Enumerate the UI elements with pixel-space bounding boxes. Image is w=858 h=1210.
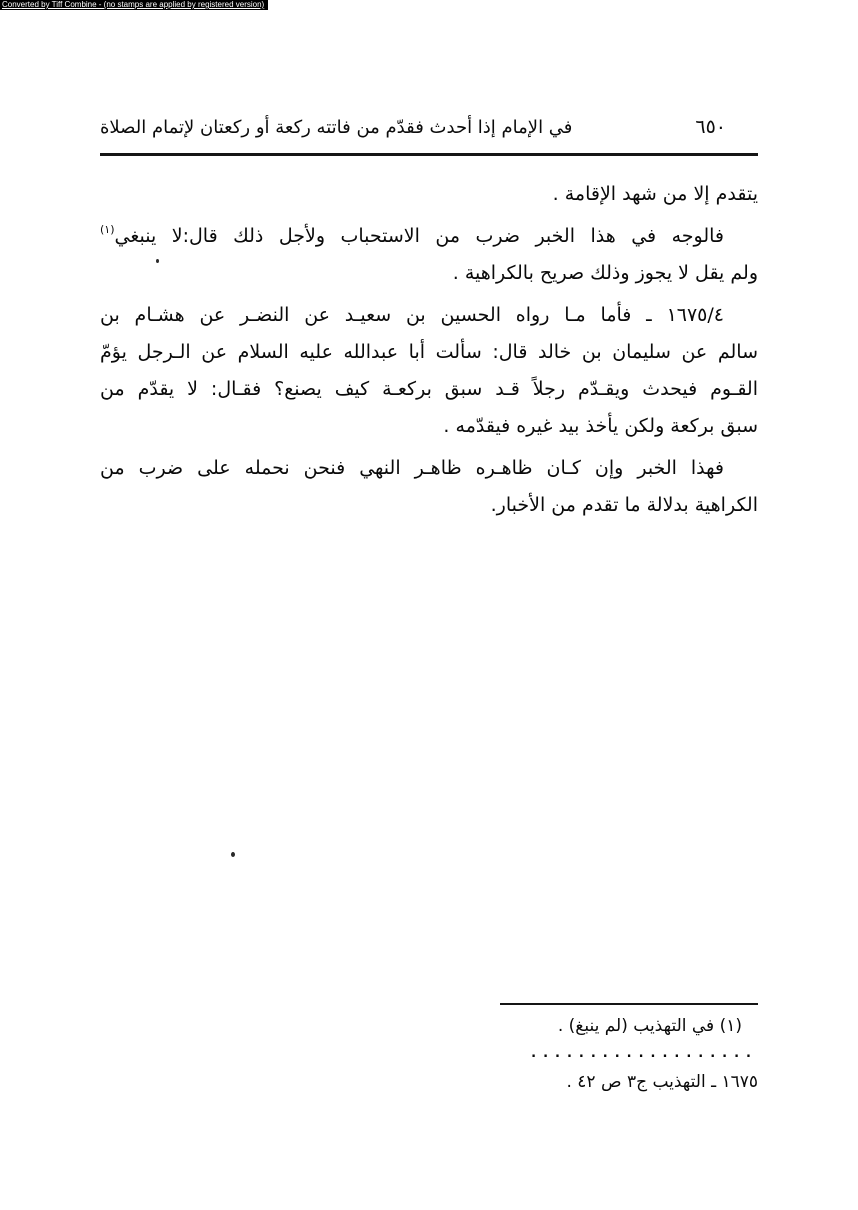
text-line: سبق بركعة ولكن يأخذ بيد غيره فيقدّمه . [443,415,758,437]
text-line [100,218,758,255]
footnote-dotted-line: ................... [531,1046,758,1061]
footnote-1: (١) في التهذيب (لم ينبغ) . [557,1016,742,1036]
paragraph-1 [100,176,758,213]
paragraph-3-hadith [100,297,758,445]
text-run: فالوجه في هذا الخبر ضرب من الاستحباب ولأجل ذلك قال:لا ينبغي [114,225,724,247]
paragraph-4 [100,450,758,524]
page-header [100,116,758,138]
footnote-reference-mark: (١) [100,223,115,236]
text-line: يتقدم إلا من شهد الإقامة . [552,183,758,205]
text-line: ولم يقل لا يجوز وذلك صريح بالكراهية . [452,262,758,284]
header-rule [100,153,758,156]
text-line: القـوم فيحدث ويقـدّم رجلاً قـد سبق بركعـة كيف يصنع؟ فقـال: لا يقدّم من [100,378,758,400]
running-head-title: في الإمام إذا أحدث فقدّم من فاتته ركعة أو ركعتان لإتمام الصلاة [100,117,573,138]
text-line: فهذا الخبر وإن كـان ظاهـره ظاهـر النهي فنحن نحمله على ضرب من [100,457,724,479]
ink-speck [156,259,159,263]
ink-speck [231,852,235,857]
converter-watermark-banner: Converted by Tiff Combine - (no stamps are applied by registered version) [0,0,268,10]
text-line: ١٦٧٥/٤ ـ فأما مـا رواه الحسين بن سعيـد عن النضـر عن هشـام بن [100,304,724,326]
footnotes-section [438,1003,758,1097]
footnote-source-line: ١٦٧٥ ـ التهذيب ج٣ ص ٤٢ . [566,1072,758,1092]
page-number: ٦٥٠ [695,116,726,138]
text-line: الكراهية بدلالة ما تقدم من الأخبار. [490,494,758,516]
footnote-separator-rule [500,1003,758,1005]
body-text [100,176,758,529]
text-line: سالم عن سليمان بن خالد قال: سألت أبا عبدالله عليه السلام عن الـرجل يؤمّ [100,341,758,363]
paragraph-2 [100,218,758,292]
